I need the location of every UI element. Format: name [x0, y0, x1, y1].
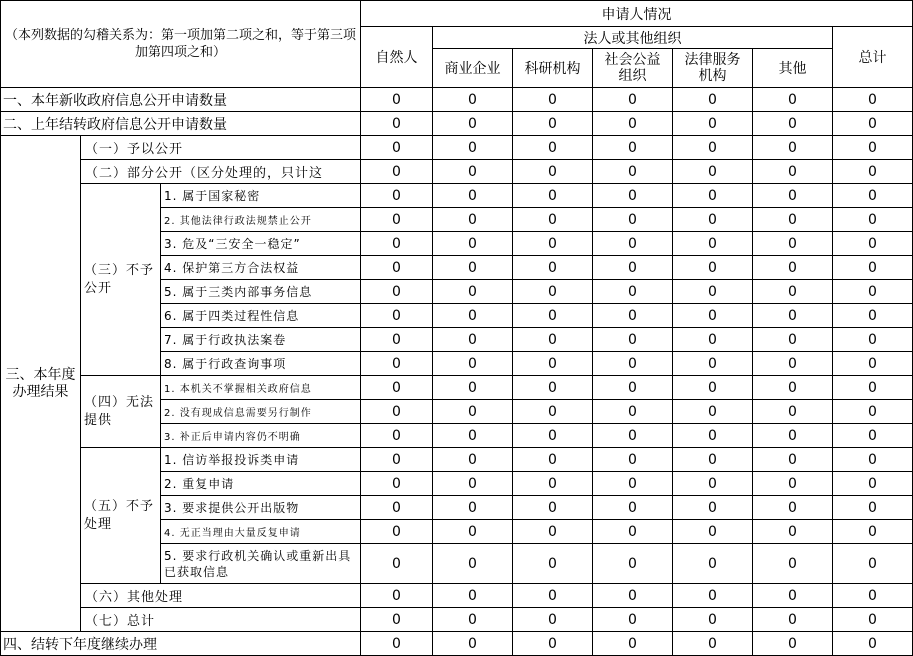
value-cell: 0 — [673, 136, 753, 160]
value-cell: 0 — [433, 328, 513, 352]
value-cell: 0 — [833, 544, 913, 584]
row-label: 1. 属于国家秘密 — [161, 184, 361, 208]
value-cell: 0 — [753, 160, 833, 184]
value-cell: 0 — [361, 584, 433, 608]
value-cell: 0 — [753, 584, 833, 608]
table-row — [1, 160, 913, 184]
value-cell: 0 — [753, 608, 833, 632]
value-cell: 0 — [361, 376, 433, 400]
value-cell: 0 — [593, 184, 673, 208]
value-cell: 0 — [513, 584, 593, 608]
value-cell: 0 — [433, 136, 513, 160]
value-cell: 0 — [833, 448, 913, 472]
row-label: 3. 补正后申请内容仍不明确 — [161, 424, 361, 448]
value-cell: 0 — [593, 160, 673, 184]
value-cell: 0 — [593, 472, 673, 496]
value-cell: 0 — [513, 608, 593, 632]
value-cell: 0 — [753, 472, 833, 496]
value-cell: 0 — [833, 472, 913, 496]
row-label: 一、本年新收政府信息公开申请数量 — [1, 88, 361, 112]
value-cell: 0 — [513, 88, 593, 112]
table-row — [1, 584, 913, 608]
value-cell: 0 — [673, 88, 753, 112]
value-cell: 0 — [673, 544, 753, 584]
row-label: 4. 保护第三方合法权益 — [161, 256, 361, 280]
value-cell: 0 — [513, 376, 593, 400]
value-cell: 0 — [513, 400, 593, 424]
value-cell: 0 — [433, 184, 513, 208]
header-applicant-situation: 申请人情况 — [361, 1, 913, 27]
value-cell: 0 — [673, 208, 753, 232]
group-not-processed: （五）不予处理 — [81, 448, 161, 584]
value-cell: 0 — [833, 304, 913, 328]
value-cell: 0 — [361, 496, 433, 520]
value-cell: 0 — [593, 136, 673, 160]
value-cell: 0 — [673, 496, 753, 520]
header-commercial: 商业企业 — [433, 49, 513, 88]
value-cell: 0 — [513, 208, 593, 232]
value-cell: 0 — [361, 472, 433, 496]
value-cell: 0 — [753, 520, 833, 544]
value-cell: 0 — [433, 608, 513, 632]
value-cell: 0 — [593, 280, 673, 304]
header-other: 其他 — [753, 49, 833, 88]
value-cell: 0 — [593, 520, 673, 544]
row-label: 2. 重复申请 — [161, 472, 361, 496]
value-cell: 0 — [833, 400, 913, 424]
value-cell: 0 — [361, 520, 433, 544]
row-label: 6. 属于四类过程性信息 — [161, 304, 361, 328]
header-research: 科研机构 — [513, 49, 593, 88]
row-label: 5. 属于三类内部事务信息 — [161, 280, 361, 304]
row-label: （二）部分公开（区分处理的，只计这 — [81, 160, 361, 184]
value-cell: 0 — [673, 352, 753, 376]
value-cell: 0 — [833, 160, 913, 184]
header-legal-service: 法律服务机构 — [673, 49, 753, 88]
value-cell: 0 — [361, 256, 433, 280]
row-label: 3. 危及“三安全一稳定” — [161, 232, 361, 256]
value-cell: 0 — [513, 448, 593, 472]
value-cell: 0 — [593, 88, 673, 112]
value-cell: 0 — [753, 352, 833, 376]
value-cell: 0 — [513, 232, 593, 256]
value-cell: 0 — [513, 632, 593, 656]
value-cell: 0 — [513, 136, 593, 160]
value-cell: 0 — [753, 544, 833, 584]
value-cell: 0 — [833, 520, 913, 544]
value-cell: 0 — [833, 208, 913, 232]
value-cell: 0 — [593, 424, 673, 448]
value-cell: 0 — [753, 232, 833, 256]
group-section-three: 三、本年度办理结果 — [1, 136, 81, 632]
value-cell: 0 — [753, 376, 833, 400]
value-cell: 0 — [361, 136, 433, 160]
value-cell: 0 — [513, 256, 593, 280]
row-label: 3. 要求提供公开出版物 — [161, 496, 361, 520]
value-cell: 0 — [593, 352, 673, 376]
value-cell: 0 — [673, 184, 753, 208]
value-cell: 0 — [513, 304, 593, 328]
value-cell: 0 — [361, 112, 433, 136]
value-cell: 0 — [361, 608, 433, 632]
row-label: 2. 没有现成信息需要另行制作 — [161, 400, 361, 424]
value-cell: 0 — [513, 472, 593, 496]
value-cell: 0 — [833, 328, 913, 352]
value-cell: 0 — [833, 280, 913, 304]
value-cell: 0 — [433, 472, 513, 496]
value-cell: 0 — [593, 376, 673, 400]
value-cell: 0 — [753, 208, 833, 232]
value-cell: 0 — [593, 632, 673, 656]
table-row — [1, 136, 913, 160]
row-label: 1. 信访举报投诉类申请 — [161, 448, 361, 472]
value-cell: 0 — [673, 304, 753, 328]
value-cell: 0 — [593, 448, 673, 472]
value-cell: 0 — [361, 328, 433, 352]
value-cell: 0 — [593, 208, 673, 232]
row-label: 2. 其他法律行政法规禁止公开 — [161, 208, 361, 232]
value-cell: 0 — [361, 448, 433, 472]
value-cell: 0 — [433, 632, 513, 656]
value-cell: 0 — [593, 232, 673, 256]
value-cell: 0 — [361, 304, 433, 328]
value-cell: 0 — [433, 352, 513, 376]
value-cell: 0 — [673, 160, 753, 184]
value-cell: 0 — [361, 88, 433, 112]
value-cell: 0 — [433, 232, 513, 256]
value-cell: 0 — [361, 424, 433, 448]
value-cell: 0 — [673, 584, 753, 608]
value-cell: 0 — [673, 448, 753, 472]
value-cell: 0 — [753, 280, 833, 304]
value-cell: 0 — [673, 232, 753, 256]
value-cell: 0 — [593, 328, 673, 352]
header-note: （本列数据的勾稽关系为：第一项加第二项之和，等于第三项加第四项之和） — [1, 1, 361, 88]
row-label: 1. 本机关不掌握相关政府信息 — [161, 376, 361, 400]
value-cell: 0 — [753, 304, 833, 328]
header-total: 总计 — [833, 27, 913, 88]
value-cell: 0 — [593, 496, 673, 520]
value-cell: 0 — [433, 448, 513, 472]
value-cell: 0 — [433, 208, 513, 232]
row-label: 5. 要求行政机关确认或重新出具已获取信息 — [161, 544, 361, 584]
value-cell: 0 — [593, 584, 673, 608]
value-cell: 0 — [593, 608, 673, 632]
value-cell: 0 — [833, 496, 913, 520]
value-cell: 0 — [361, 280, 433, 304]
value-cell: 0 — [753, 328, 833, 352]
value-cell: 0 — [433, 424, 513, 448]
value-cell: 0 — [673, 256, 753, 280]
value-cell: 0 — [833, 112, 913, 136]
value-cell: 0 — [753, 424, 833, 448]
value-cell: 0 — [361, 544, 433, 584]
row-label: 4. 无正当理由大量反复申请 — [161, 520, 361, 544]
value-cell: 0 — [753, 256, 833, 280]
row-label: （七）总计 — [81, 608, 361, 632]
value-cell: 0 — [753, 88, 833, 112]
value-cell: 0 — [513, 160, 593, 184]
value-cell: 0 — [673, 328, 753, 352]
value-cell: 0 — [673, 472, 753, 496]
value-cell: 0 — [833, 608, 913, 632]
group-not-disclosed: （三）不予公开 — [81, 184, 161, 376]
value-cell: 0 — [753, 136, 833, 160]
value-cell: 0 — [673, 400, 753, 424]
value-cell: 0 — [673, 112, 753, 136]
value-cell: 0 — [433, 376, 513, 400]
table-row — [1, 88, 913, 112]
value-cell: 0 — [361, 160, 433, 184]
value-cell: 0 — [673, 376, 753, 400]
value-cell: 0 — [833, 136, 913, 160]
value-cell: 0 — [433, 304, 513, 328]
value-cell: 0 — [753, 400, 833, 424]
value-cell: 0 — [513, 544, 593, 584]
row-label: 7. 属于行政执法案卷 — [161, 328, 361, 352]
value-cell: 0 — [833, 184, 913, 208]
value-cell: 0 — [833, 376, 913, 400]
value-cell: 0 — [513, 328, 593, 352]
value-cell: 0 — [593, 304, 673, 328]
group-cannot-provide: （四）无法提供 — [81, 376, 161, 448]
value-cell: 0 — [513, 496, 593, 520]
value-cell: 0 — [433, 584, 513, 608]
value-cell: 0 — [433, 400, 513, 424]
value-cell: 0 — [593, 112, 673, 136]
value-cell: 0 — [433, 112, 513, 136]
value-cell: 0 — [433, 88, 513, 112]
row-label: 8. 属于行政查询事项 — [161, 352, 361, 376]
value-cell: 0 — [753, 632, 833, 656]
row-label: 四、结转下年度继续办理 — [1, 632, 361, 656]
value-cell: 0 — [673, 608, 753, 632]
value-cell: 0 — [513, 184, 593, 208]
value-cell: 0 — [593, 256, 673, 280]
value-cell: 0 — [433, 544, 513, 584]
value-cell: 0 — [361, 208, 433, 232]
table-row — [1, 184, 913, 208]
value-cell: 0 — [361, 352, 433, 376]
table-row — [1, 632, 913, 656]
value-cell: 0 — [673, 280, 753, 304]
value-cell: 0 — [513, 280, 593, 304]
value-cell: 0 — [673, 424, 753, 448]
value-cell: 0 — [593, 544, 673, 584]
header-natural-person: 自然人 — [361, 27, 433, 88]
value-cell: 0 — [753, 496, 833, 520]
value-cell: 0 — [833, 352, 913, 376]
row-label: （六）其他处理 — [81, 584, 361, 608]
value-cell: 0 — [833, 88, 913, 112]
table-row — [1, 448, 913, 472]
table-row — [1, 376, 913, 400]
value-cell: 0 — [673, 632, 753, 656]
value-cell: 0 — [833, 424, 913, 448]
value-cell: 0 — [753, 448, 833, 472]
value-cell: 0 — [433, 280, 513, 304]
value-cell: 0 — [433, 496, 513, 520]
value-cell: 0 — [513, 352, 593, 376]
value-cell: 0 — [833, 256, 913, 280]
value-cell: 0 — [361, 632, 433, 656]
value-cell: 0 — [833, 584, 913, 608]
value-cell: 0 — [361, 184, 433, 208]
value-cell: 0 — [513, 520, 593, 544]
value-cell: 0 — [361, 400, 433, 424]
header-legal-or-other-org: 法人或其他组织 — [433, 27, 833, 49]
table-row — [1, 608, 913, 632]
row-label: （一）予以公开 — [81, 136, 361, 160]
header-social-welfare: 社会公益组织 — [593, 49, 673, 88]
value-cell: 0 — [513, 112, 593, 136]
value-cell: 0 — [753, 184, 833, 208]
value-cell: 0 — [433, 520, 513, 544]
value-cell: 0 — [593, 400, 673, 424]
value-cell: 0 — [433, 256, 513, 280]
value-cell: 0 — [433, 160, 513, 184]
value-cell: 0 — [833, 632, 913, 656]
value-cell: 0 — [753, 112, 833, 136]
row-label: 二、上年结转政府信息公开申请数量 — [1, 112, 361, 136]
value-cell: 0 — [361, 232, 433, 256]
table-row — [1, 112, 913, 136]
value-cell: 0 — [833, 232, 913, 256]
value-cell: 0 — [513, 424, 593, 448]
value-cell: 0 — [673, 520, 753, 544]
